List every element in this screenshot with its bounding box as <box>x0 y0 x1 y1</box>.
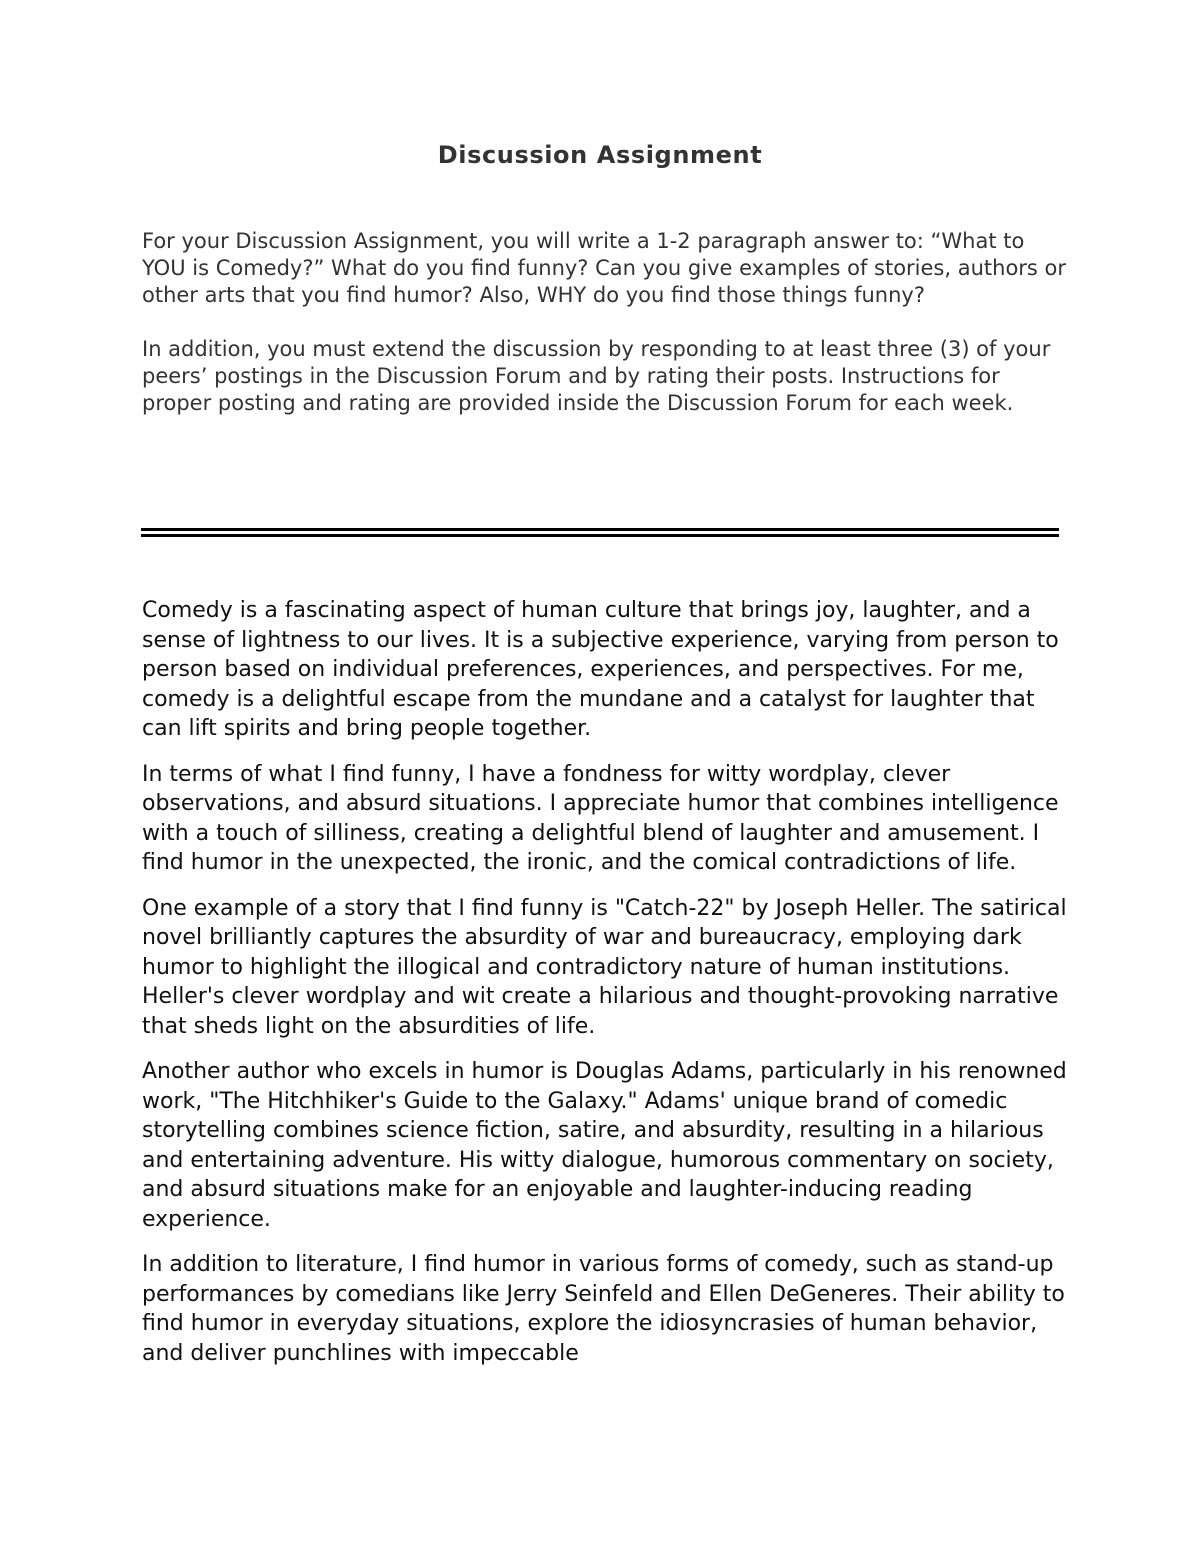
essay-body <box>142 596 1072 1384</box>
divider-line-top <box>141 528 1059 531</box>
assignment-instructions <box>142 228 1072 444</box>
instructions-paragraph: For your Discussion Assignment, you will write a 1-2 paragraph answer to: “What to YOU is Comedy?” What do you find funny? Can you give examples of stories, authors or other arts that you find humor? Also, WHY do you find those things funny? <box>142 229 1067 307</box>
instructions-paragraph: In addition, you must extend the discussion by responding to at least three (3) of your peers’ postings in the Discussion Forum and by rating their posts. Instructions for proper posting and rating are provided inside the Discussion Forum for each week. <box>142 337 1051 415</box>
divider-line-bottom <box>141 534 1059 537</box>
document-title: Discussion Assignment <box>437 141 763 169</box>
essay-paragraph: In terms of what I find funny, I have a fondness for witty wordplay, clever observations, and absurd situations. I appreciate humor that combines intelligence with a touch of silliness, creating a delightful blend of laughter and amusement. I find humor in the unexpected, the ironic, and the comical contradictions of life. <box>142 761 1059 875</box>
essay-paragraph: Comedy is a fascinating aspect of human culture that brings joy, laughter, and a sense of lightness to our lives. It is a subjective experience, varying from person to person based on individual preferences, experiences, and perspectives. For me, comedy is a delightful escape from the mundane and a catalyst for laughter that can lift spirits and bring people together. <box>142 598 1059 741</box>
double-rule-divider <box>141 528 1059 537</box>
essay-paragraph: One example of a story that I find funny is "Catch-22" by Joseph Heller. The satirical novel brilliantly captures the absurdity of war and bureaucracy, employing dark humor to highlight the illogical and contradictory nature of human institutions. Heller's clever wordplay and wit create a hilarious and thought-provoking narrative that sheds light on the absurdities of life. <box>142 895 1067 1039</box>
essay-paragraph: In addition to literature, I find humor in various forms of comedy, such as stand-up performances by comedians like Jerry Seinfeld and Ellen DeGeneres. Their ability to find humor in everyday situations, explore the idiosyncrasies of human behavior, and deliver punchlines with impeccable <box>142 1252 1065 1366</box>
essay-paragraph: Another author who excels in humor is Douglas Adams, particularly in his renowned work, "The Hitchhiker's Guide to the Galaxy." Adams' unique brand of comedic storytelling combines science fiction, satire, and absurdity, resulting in a hilarious and entertaining adventure. His witty dialogue, humorous commentary on society, and absurd situations make for an enjoyable and laughter-inducing reading experience. <box>142 1059 1067 1232</box>
